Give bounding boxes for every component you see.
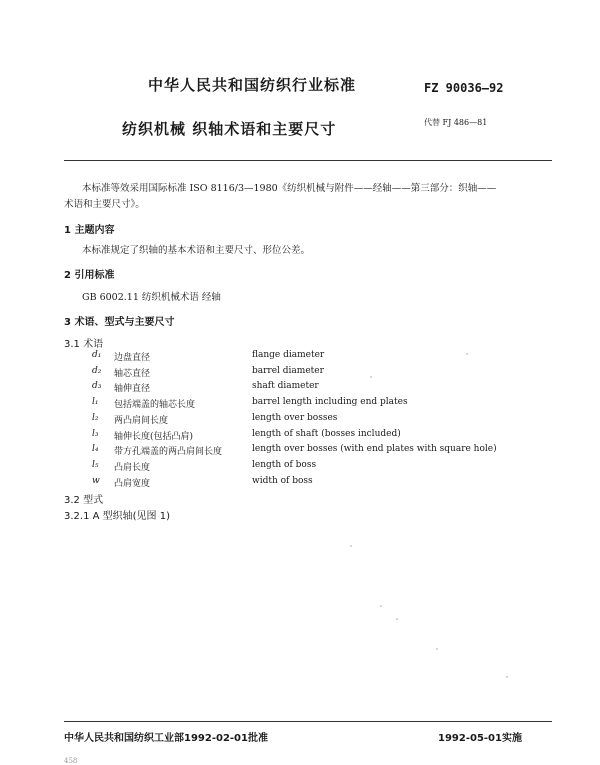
- term-symbol: d₂: [92, 366, 102, 376]
- term-symbol: l₃: [92, 429, 99, 439]
- section-3-title: 3 术语、型式与主要尺寸: [64, 317, 175, 328]
- term-english: length of boss: [252, 460, 317, 470]
- section-3-2-1-title: 3.2.1 A 型织轴(见图 1): [64, 511, 170, 522]
- section-1-title: 1 主题内容: [64, 225, 115, 236]
- footer-divider: [64, 721, 552, 722]
- section-1-text: 本标准规定了织轴的基本术语和主要尺寸、形位公差。: [82, 245, 311, 256]
- term-english: length of shaft (bosses included): [252, 429, 401, 439]
- effective-date: 1992-05-01实施: [438, 733, 522, 744]
- term-english: barrel diameter: [252, 366, 324, 376]
- publisher-title: 中华人民共和国纺织行业标准: [148, 76, 357, 94]
- page-number: 458: [64, 757, 78, 765]
- term-symbol: l₁: [92, 397, 99, 407]
- term-chinese: 带方孔端盖的两凸肩间长度: [114, 447, 223, 457]
- section-3-1-title: 3.1 术语: [64, 339, 104, 350]
- section-2-text: GB 6002.11 纺织机械术语 经轴: [82, 292, 221, 303]
- term-english: shaft diameter: [252, 381, 319, 391]
- term-chinese: 包括端盖的轴芯长度: [114, 400, 196, 410]
- term-english: barrel length including end plates: [252, 397, 408, 407]
- term-symbol: l₅: [92, 460, 99, 470]
- term-chinese: 凸肩长度: [114, 463, 151, 473]
- term-chinese: 轴伸长度(包括凸肩): [114, 432, 194, 442]
- term-chinese: 边盘直径: [114, 353, 151, 363]
- term-symbol: d₃: [92, 381, 102, 391]
- term-symbol: d₁: [92, 350, 102, 360]
- term-symbol: w: [92, 476, 100, 486]
- term-english: length over bosses: [252, 413, 338, 423]
- term-chinese: 两凸肩间长度: [114, 416, 169, 426]
- term-symbol: l₂: [92, 413, 99, 423]
- term-symbol: l₄: [92, 444, 99, 454]
- term-chinese: 凸肩宽度: [114, 479, 151, 489]
- section-2-title: 2 引用标准: [64, 270, 115, 281]
- section-3-2-title: 3.2 型式: [64, 495, 104, 506]
- standard-code: FZ 90036—92: [424, 81, 504, 95]
- intro-line-1: 本标准等效采用国际标准 ISO 8116/3—1980《纺织机械与附件——经轴——第三部分：织轴——: [82, 183, 497, 194]
- intro-line-2: 术语和主要尺寸》。: [64, 199, 145, 210]
- term-chinese: 轴伸直径: [114, 384, 151, 394]
- term-chinese: 轴芯直径: [114, 369, 151, 379]
- term-english: width of boss: [252, 476, 313, 486]
- header-divider: [64, 160, 552, 161]
- replaces-note: 代替 FJ 486—81: [424, 118, 488, 127]
- term-english: length over bosses (with end plates with square hole): [252, 444, 497, 454]
- term-english: flange diameter: [252, 350, 325, 360]
- approval-line: 中华人民共和国纺织工业部1992-02-01批准: [64, 733, 268, 744]
- document-title: 纺织机械 织轴术语和主要尺寸: [122, 120, 337, 138]
